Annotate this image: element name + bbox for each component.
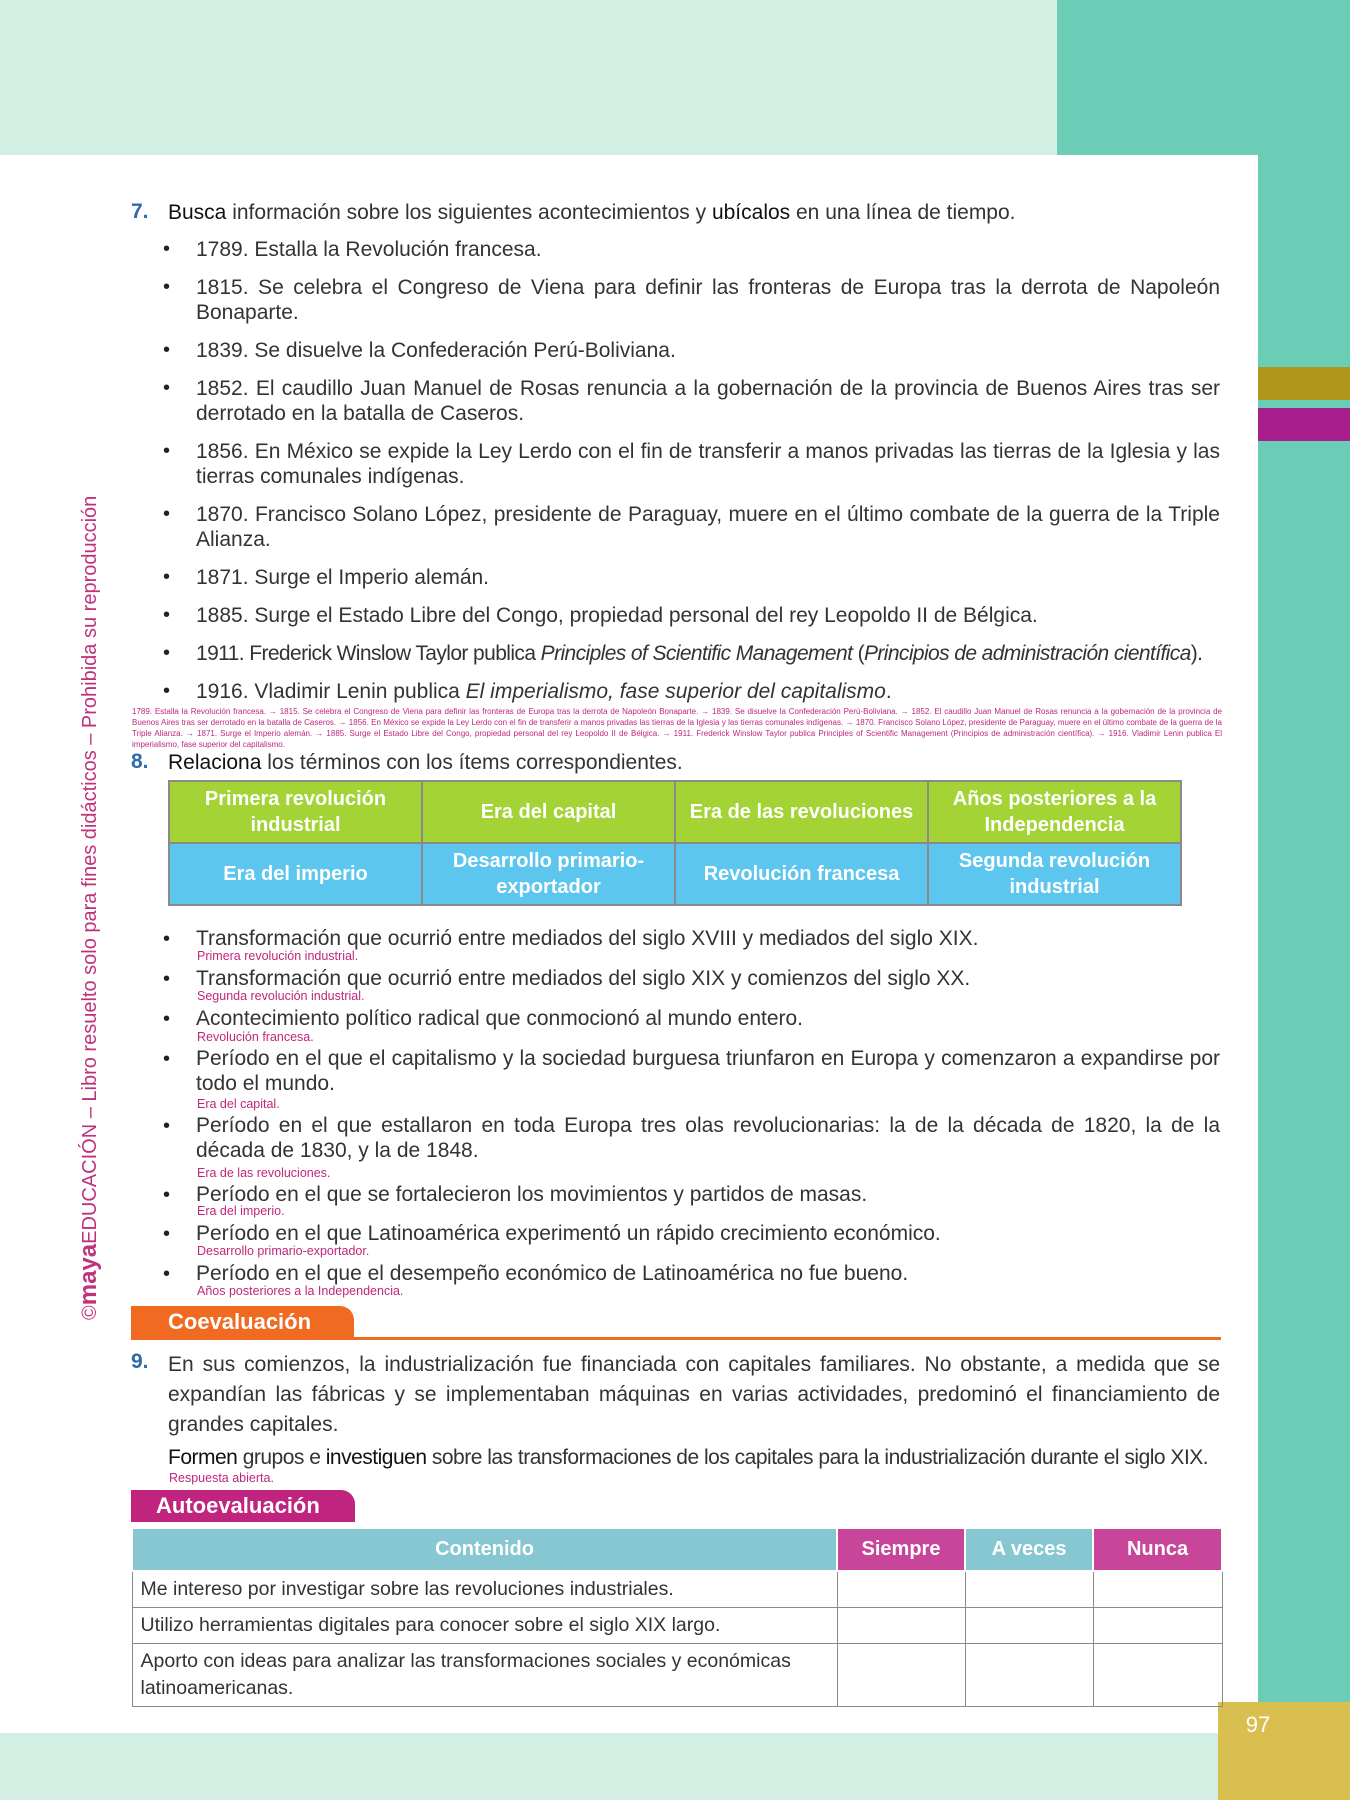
- event-item: 1870. Francisco Solano López, presidente de Paraguay, muere en el último combate de la guerra de la Triple Alianza.: [196, 503, 1220, 551]
- terms-row: [169, 843, 1181, 905]
- copyright-notice: EDUCACIÓN – Libro resuelto solo para fines didácticos – Prohibida su reproducción: [79, 495, 101, 1244]
- match-answer: Era de las revoluciones.: [197, 1166, 331, 1180]
- event-item: 1839. Se disuelve la Confederación Perú-Boliviana.: [196, 339, 676, 362]
- verb-investiguen: investiguen: [325, 1446, 427, 1469]
- bullet: •: [163, 1263, 171, 1285]
- match-answer: Era del imperio.: [197, 1204, 285, 1218]
- content-cell: Utilizo herramientas digitales para conocer sobre el siglo XIX largo.: [132, 1608, 837, 1644]
- a-veces-checkbox-cell[interactable]: [965, 1571, 1093, 1608]
- match-item: Período en el que estallaron en toda Europa tres olas revolucionarias: la de la década de 1820, la de la década de 1830, y la de 1848.: [196, 1114, 1220, 1162]
- footer-strip: [0, 1733, 1350, 1800]
- nunca-checkbox-cell[interactable]: [1093, 1644, 1222, 1707]
- bullet: •: [163, 440, 171, 462]
- exercise-9-number: 9.: [131, 1350, 149, 1373]
- content-cell: Aporto con ideas para analizar las transformaciones sociales y económicas latinoamericanas.: [132, 1644, 837, 1707]
- instruction-text: información sobre los siguientes acontecimientos y: [226, 201, 712, 224]
- term-cell: Segunda revolución industrial: [928, 843, 1181, 905]
- instruction-text: en una línea de tiempo.: [790, 201, 1016, 224]
- match-item: Transformación que ocurrió entre mediados del siglo XVIII y mediados del siglo XIX.: [196, 927, 979, 950]
- exercise-7-number: 7.: [131, 200, 149, 223]
- siempre-checkbox-cell[interactable]: [837, 1644, 965, 1707]
- bullet: •: [163, 1008, 171, 1030]
- instruction-text: grupos e: [237, 1446, 326, 1469]
- header-siempre: Siempre: [837, 1528, 965, 1571]
- book-title-translation: Principios de administración científica: [863, 642, 1191, 665]
- instruction-text: los términos con los ítems correspondientes.: [261, 751, 683, 774]
- match-answer: Revolución francesa.: [197, 1030, 314, 1044]
- match-item: Período en el que el capitalismo y la sociedad burguesa triunfaron en Europa y comenzaron a expandirse por todo el mundo.: [196, 1047, 1220, 1095]
- bullet: •: [163, 1115, 171, 1137]
- match-answer: Desarrollo primario-exportador.: [197, 1244, 370, 1258]
- exercise-8-instruction: [168, 750, 683, 775]
- header-contenido: Contenido: [132, 1528, 837, 1571]
- bullet: •: [163, 968, 171, 990]
- a-veces-checkbox-cell[interactable]: [965, 1608, 1093, 1644]
- term-cell: Desarrollo primario-exportador: [422, 843, 675, 905]
- term-cell: Era de las revoluciones: [675, 781, 928, 843]
- match-answer: Primera revolución industrial.: [197, 949, 359, 963]
- terms-table: [168, 780, 1182, 906]
- event-text: 1916. Vladimir Lenin publica: [196, 680, 466, 703]
- bullet: •: [163, 642, 171, 664]
- brand-logo: maya: [75, 1243, 102, 1306]
- book-title: Principles of Scientific Management: [540, 642, 853, 665]
- terms-row: [169, 781, 1181, 843]
- event-item: 1789. Estalla la Revolución francesa.: [196, 238, 542, 261]
- match-answer: Era del capital.: [197, 1097, 280, 1111]
- match-answer: Años posteriores a la Independencia.: [197, 1284, 404, 1298]
- bullet: •: [163, 604, 171, 626]
- match-item: Período en el que Latinoamérica experimentó un rápido crecimiento económico.: [196, 1222, 941, 1245]
- event-item: 1852. El caudillo Juan Manuel de Rosas renuncia a la gobernación de la provincia de Buenos Aires tras ser derrotado en la batalla de Caseros.: [196, 377, 1220, 425]
- copyright-symbol: ©: [79, 1305, 101, 1320]
- match-item: Acontecimiento político radical que conmocionó al mundo entero.: [196, 1007, 804, 1030]
- nunca-checkbox-cell[interactable]: [1093, 1608, 1222, 1644]
- bullet: •: [163, 1048, 171, 1070]
- exercise-7-answer: 1789. Estalla la Revolución francesa. → 1815. Se celebra el Congreso de Viena para definir las fronteras de Europa tras la derrota de Napoleón Bonaparte. → 1839. Se disuelve la Confederación Perú-Boliviana. → 1852. El caudillo Juan Manuel de Rosas renuncia a la gobernación de la provincia de Buenos Aires tras ser derrotado en la batalla de Caseros. → 1856. En México se expide la Ley Lerdo con el fin de transferir a manos privadas las tierras de la Iglesia y las tierras comunales indígenas. → 1870. Francisco Solano López, presidente de Paraguay, muere en el último combate de la guerra de la Triple Alianza. → 1871. Surge el Imperio alemán. → 1885. Surge el Estado Libre del Congo, propiedad personal del rey Leopoldo II de Bélgica. → 1911. Frederick Winslow Taylor publica Principles of Scientific Management (Principios de administración científica). → 1916. Vladimir Lenin publica El imperialismo, fase superior del capitalismo.: [132, 707, 1222, 749]
- exercise-9-text: En sus comienzos, la industrialización fue financiada con capitales familiares. No obstante, a medida que se expandían las fábricas y se implementaban máquinas en varias actividades, predominó el financiamiento de grandes capitales.: [168, 1353, 1220, 1436]
- magenta-band: [1258, 408, 1350, 441]
- table-row: [132, 1571, 1222, 1608]
- term-cell: Años posteriores a la Independencia: [928, 781, 1181, 843]
- term-cell: Revolución francesa: [675, 843, 928, 905]
- event-item: 1871. Surge el Imperio alemán.: [196, 566, 490, 589]
- verb-relaciona: Relaciona: [168, 751, 262, 774]
- match-item: Transformación que ocurrió entre mediados del siglo XIX y comienzos del siglo XX.: [196, 967, 971, 990]
- exercise-7-instruction: [168, 200, 1016, 225]
- event-item: 1856. En México se expide la Ley Lerdo con el fin de transferir a manos privadas las tierras de la Iglesia y las tierras comunales indígenas.: [196, 440, 1220, 488]
- bullet: •: [163, 377, 171, 399]
- siempre-checkbox-cell[interactable]: [837, 1571, 965, 1608]
- instruction-text: sobre las transformaciones de los capitales para la industrialización durante el siglo XIX.: [426, 1446, 1209, 1469]
- header-nunca: Nunca: [1093, 1528, 1222, 1571]
- book-title: El imperialismo, fase superior del capitalismo: [465, 680, 886, 703]
- event-item: [196, 679, 1220, 704]
- table-row: [132, 1644, 1222, 1707]
- table-header-row: [132, 1528, 1222, 1571]
- bullet: •: [163, 1184, 171, 1206]
- bullet: •: [163, 1223, 171, 1245]
- header-a-veces: A veces: [965, 1528, 1093, 1571]
- a-veces-checkbox-cell[interactable]: [965, 1644, 1093, 1707]
- event-text: ).: [1190, 642, 1203, 665]
- bullet: •: [163, 276, 171, 298]
- bullet: •: [163, 680, 171, 702]
- page-number: 97: [1245, 1712, 1271, 1737]
- match-answer: Segunda revolución industrial.: [197, 989, 365, 1003]
- nunca-checkbox-cell[interactable]: [1093, 1571, 1222, 1608]
- term-cell: Era del imperio: [169, 843, 422, 905]
- self-evaluation-table: [131, 1527, 1223, 1707]
- table-row: [132, 1608, 1222, 1644]
- verb-formen: Formen: [168, 1446, 238, 1469]
- bullet: •: [163, 566, 171, 588]
- copyright-side-text: [74, 470, 104, 1320]
- match-item: Período en el que se fortalecieron los movimientos y partidos de masas.: [196, 1183, 868, 1206]
- event-item: [196, 641, 1220, 666]
- verb-ubicalos: ubícalos: [711, 201, 791, 224]
- self-evaluation-header: Autoevaluación: [131, 1490, 355, 1522]
- term-cell: Era del capital: [422, 781, 675, 843]
- event-text: .: [885, 680, 892, 703]
- bullet: •: [163, 928, 171, 950]
- exercise-9-instruction: [168, 1445, 1220, 1470]
- bullet: •: [163, 339, 171, 361]
- exercise-8-number: 8.: [131, 750, 149, 773]
- match-item: Período en el que el desempeño económico de Latinoamérica no fue bueno.: [196, 1262, 909, 1285]
- event-item: 1885. Surge el Estado Libre del Congo, propiedad personal del rey Leopoldo II de Bélgica.: [196, 604, 1038, 627]
- siempre-checkbox-cell[interactable]: [837, 1608, 965, 1644]
- bullet: •: [163, 238, 171, 260]
- content-cell: Me intereso por investigar sobre las revoluciones industriales.: [132, 1571, 837, 1608]
- event-text: 1911. Frederick Winslow Taylor publica: [196, 642, 541, 665]
- term-cell: Primera revolución industrial: [169, 781, 422, 843]
- verb-busca: Busca: [168, 201, 227, 224]
- bullet: •: [163, 503, 171, 525]
- event-text: (: [852, 642, 864, 665]
- coevaluation-header: Coevaluación: [131, 1306, 354, 1338]
- exercise-9-answer: Respuesta abierta.: [169, 1471, 274, 1485]
- gold-band: [1258, 367, 1350, 400]
- event-item: 1815. Se celebra el Congreso de Viena para definir las fronteras de Europa tras la derrota de Napoleón Bonaparte.: [196, 276, 1220, 324]
- coevaluation-divider: [131, 1337, 1221, 1340]
